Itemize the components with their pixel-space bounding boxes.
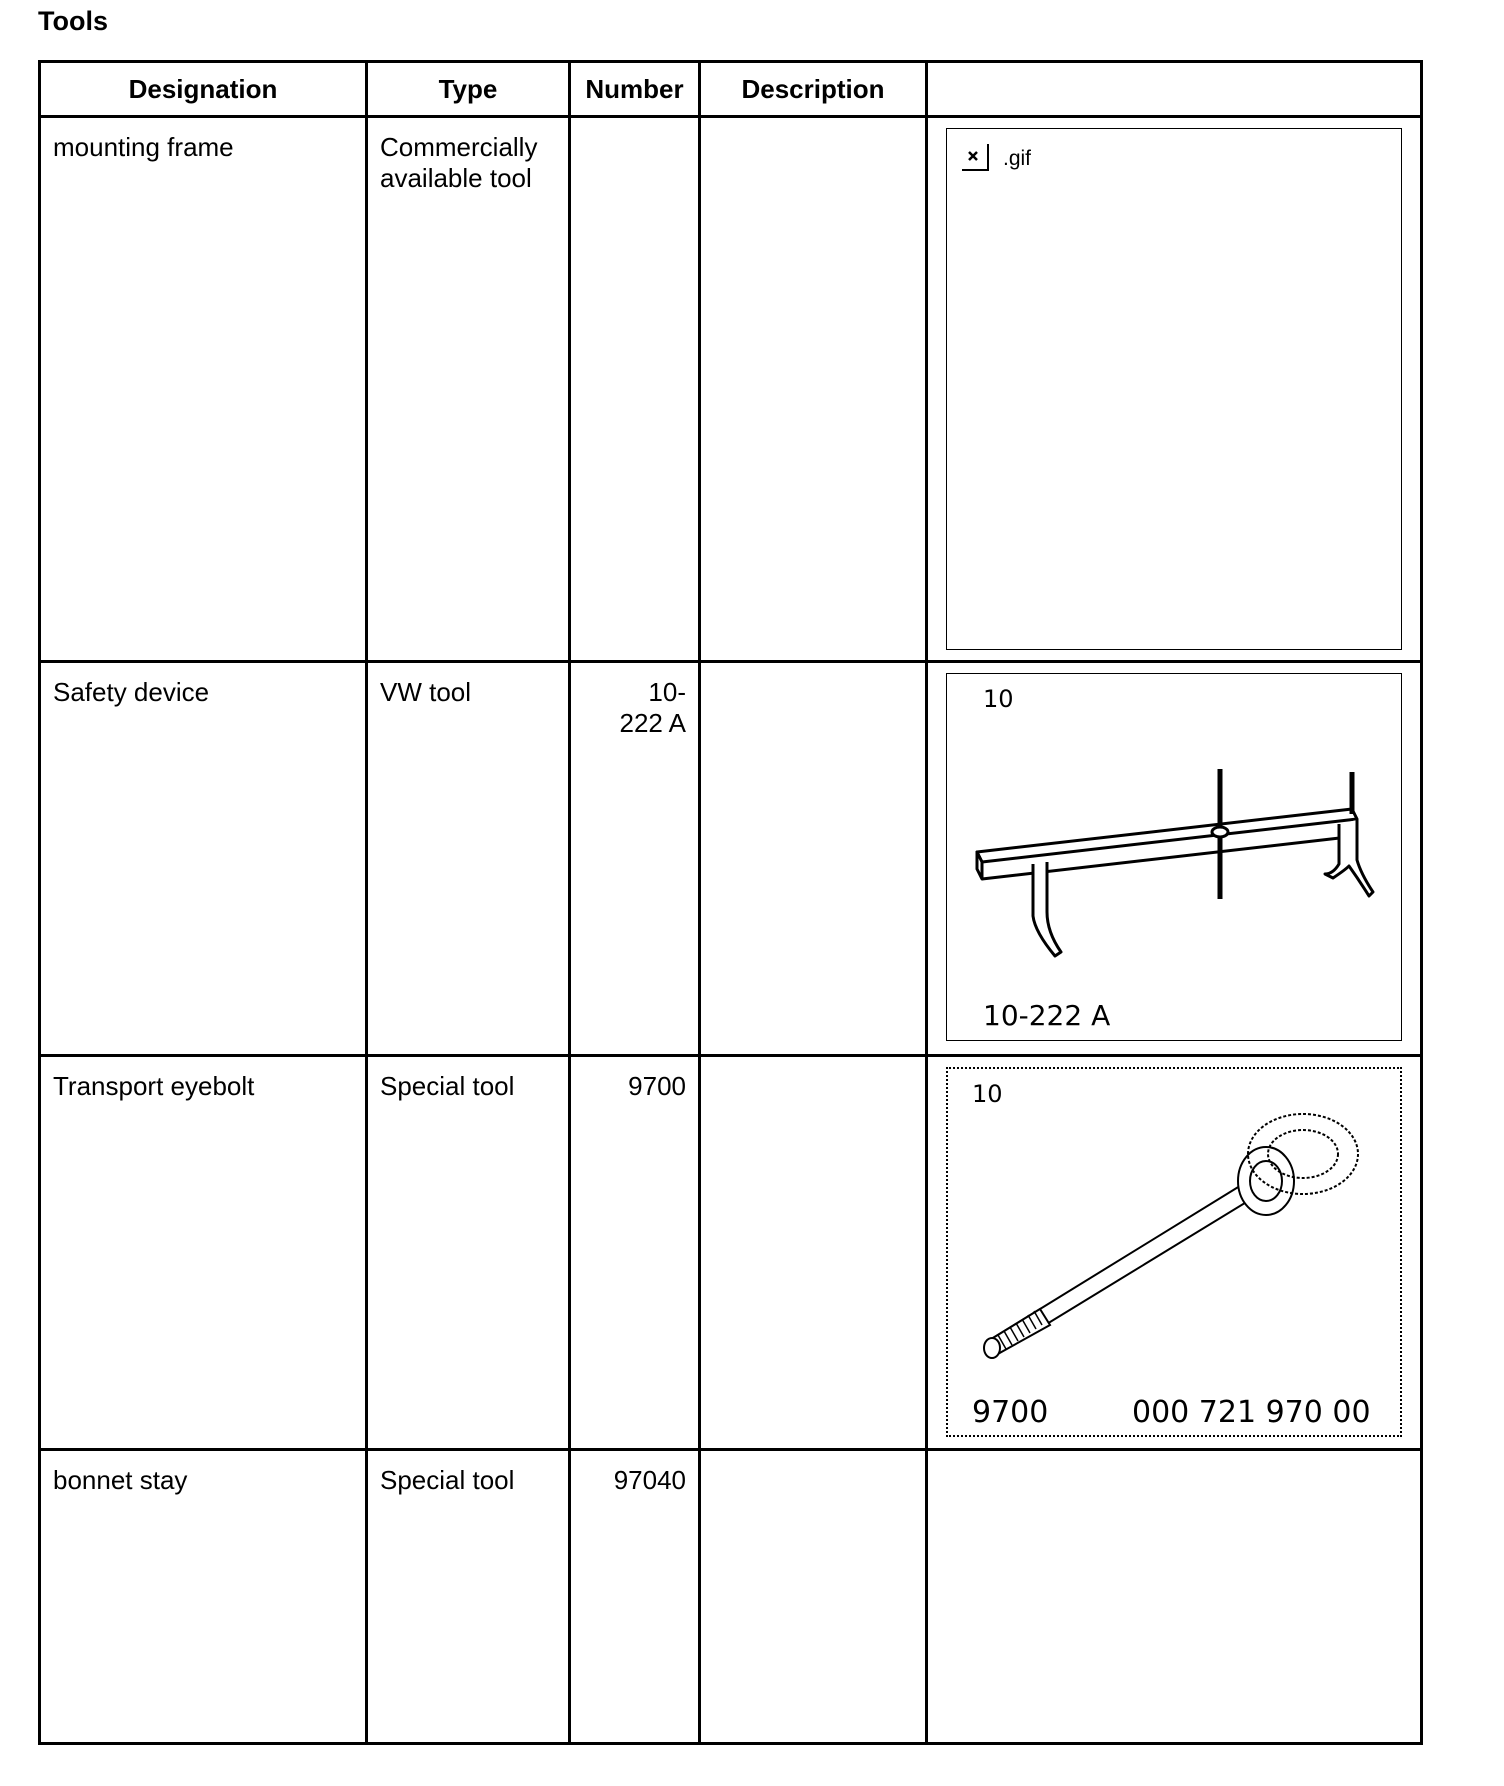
- figure-corner-label: 10: [983, 685, 1014, 713]
- cell-image: [927, 117, 1422, 662]
- eyebolt-figure: [946, 1067, 1402, 1437]
- cell-number: [570, 1056, 700, 1450]
- table-row: [40, 1450, 1422, 1744]
- cell-designation: [40, 117, 367, 662]
- number-line-1: 10-: [648, 677, 686, 707]
- cell-description: [700, 1450, 927, 1744]
- page-title: Tools: [38, 6, 108, 36]
- figure-caption: 10-222 A: [983, 999, 1111, 1032]
- description-text: [701, 1057, 925, 1071]
- header-description: Description: [700, 62, 927, 117]
- description-text: [701, 663, 925, 677]
- type-text: Special tool: [380, 1465, 515, 1495]
- designation-text: Transport eyebolt: [53, 1071, 255, 1101]
- cell-image: [927, 1056, 1422, 1450]
- type-text: Commercially available tool: [380, 132, 538, 193]
- table-header-row: [40, 62, 1422, 117]
- table-row: [40, 117, 1422, 662]
- cell-type: [367, 662, 570, 1056]
- cell-description: [700, 662, 927, 1056]
- number-text: [571, 663, 698, 739]
- header-designation: Designation: [40, 62, 367, 117]
- cell-number: [570, 117, 700, 662]
- cell-designation: [40, 1450, 367, 1744]
- cell-designation: [40, 662, 367, 1056]
- cell-image: [927, 662, 1422, 1056]
- designation-text: mounting frame: [53, 132, 234, 162]
- cell-designation: [40, 1056, 367, 1450]
- tools-table: [38, 60, 1423, 1745]
- figure-caption-right: 000 721 970 00: [1132, 1395, 1371, 1430]
- number-line-2: 222 A: [619, 708, 686, 738]
- number-text: [571, 118, 698, 132]
- eyebolt-illustration: [948, 1069, 1403, 1439]
- cell-type: [367, 1450, 570, 1744]
- number-text: 97040: [613, 1465, 686, 1495]
- cell-type: [367, 117, 570, 662]
- cell-number: [570, 1450, 700, 1744]
- header-type: Type: [367, 62, 570, 117]
- figure-corner-label: 10: [972, 1080, 1003, 1108]
- cell-number: [570, 662, 700, 1056]
- description-text: [701, 118, 925, 132]
- designation-text: Safety device: [53, 677, 210, 707]
- type-text: VW tool: [380, 677, 472, 707]
- cell-description: [700, 1056, 927, 1450]
- safety-device-illustration: [947, 674, 1402, 1042]
- table-row: [40, 662, 1422, 1056]
- cell-image: [927, 1450, 1422, 1744]
- broken-image-label: .gif: [1003, 147, 1032, 170]
- header-number: Number: [570, 62, 700, 117]
- figure-caption-left: 9700: [972, 1395, 1049, 1430]
- safety-device-figure: [946, 673, 1402, 1041]
- cell-description: [700, 117, 927, 662]
- table-row: [40, 1056, 1422, 1450]
- description-text: [701, 1451, 925, 1465]
- type-text: Special tool: [380, 1071, 515, 1101]
- broken-image-icon: [961, 143, 989, 171]
- number-text: 9700: [628, 1071, 686, 1101]
- header-image: [927, 62, 1422, 117]
- broken-image-frame: [946, 128, 1402, 650]
- designation-text: bonnet stay: [53, 1465, 188, 1495]
- cell-type: [367, 1056, 570, 1450]
